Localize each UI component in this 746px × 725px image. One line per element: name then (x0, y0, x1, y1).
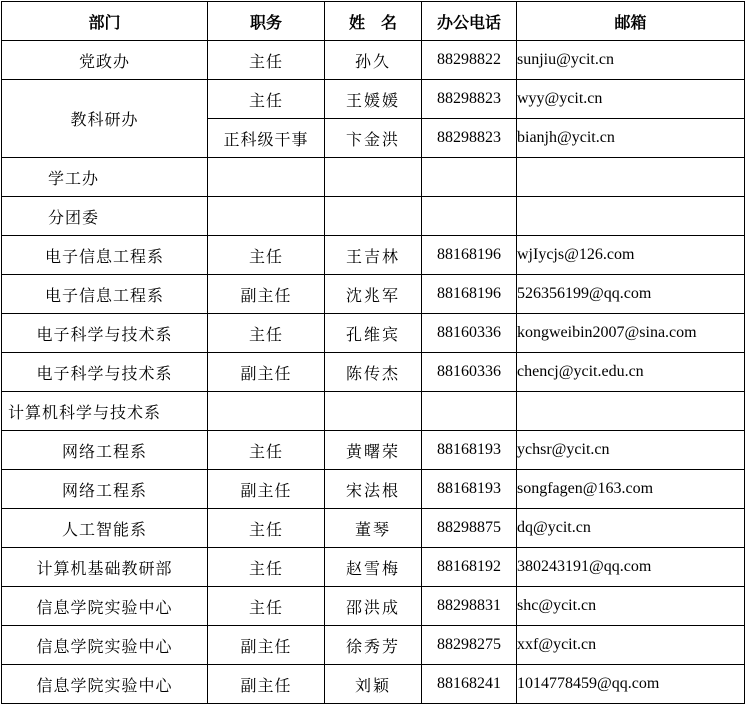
phone-cell: 88168193 (422, 431, 517, 470)
email-cell: dq@ycit.cn (517, 509, 745, 548)
title-cell: 副主任 (208, 275, 325, 314)
dept-cell: 党政办 (2, 41, 208, 80)
name-cell: 宋法根 (325, 470, 422, 509)
table-row (2, 314, 745, 353)
phone-cell: 88298831 (422, 587, 517, 626)
email-cell: 526356199@qq.com (517, 275, 745, 314)
header-row (2, 2, 745, 41)
dept-cell: 电子信息工程系 (2, 236, 208, 275)
dept-cell: 分团委 (2, 197, 208, 236)
table-row (2, 392, 745, 431)
email-cell: kongweibin2007@sina.com (517, 314, 745, 353)
email-cell: songfagen@163.com (517, 470, 745, 509)
title-cell: 主任 (208, 431, 325, 470)
table-row (2, 353, 745, 392)
dept-cell: 网络工程系 (2, 470, 208, 509)
email-cell: ychsr@ycit.cn (517, 431, 745, 470)
name-cell: 赵雪梅 (325, 548, 422, 587)
name-cell: 陈传杰 (325, 353, 422, 392)
title-cell (208, 197, 325, 236)
phone-cell: 88168193 (422, 470, 517, 509)
dept-cell: 网络工程系 (2, 431, 208, 470)
email-cell: bianjh@ycit.cn (517, 119, 745, 158)
name-cell: 邵洪成 (325, 587, 422, 626)
table-row (2, 470, 745, 509)
dept-cell: 教科研办 (2, 80, 208, 158)
dept-cell: 电子科学与技术系 (2, 353, 208, 392)
phone-cell: 88168241 (422, 665, 517, 704)
header-dept: 部门 (2, 2, 208, 41)
name-cell: 孙久 (325, 41, 422, 80)
table-row (2, 158, 745, 197)
phone-cell (422, 158, 517, 197)
title-cell: 主任 (208, 587, 325, 626)
title-cell: 主任 (208, 548, 325, 587)
table-row (2, 80, 745, 119)
table-row (2, 548, 745, 587)
phone-cell: 88298823 (422, 80, 517, 119)
phone-cell (422, 197, 517, 236)
dept-cell: 电子信息工程系 (2, 275, 208, 314)
phone-cell: 88168192 (422, 548, 517, 587)
phone-cell: 88298822 (422, 41, 517, 80)
email-cell (517, 158, 745, 197)
header-title: 职务 (208, 2, 325, 41)
email-cell: wyy@ycit.cn (517, 80, 745, 119)
title-cell: 副主任 (208, 470, 325, 509)
title-cell: 副主任 (208, 665, 325, 704)
email-cell (517, 197, 745, 236)
dept-cell: 信息学院实验中心 (2, 665, 208, 704)
header-phone: 办公电话 (422, 2, 517, 41)
title-cell: 正科级干事 (208, 119, 325, 158)
email-cell (517, 392, 745, 431)
name-cell: 王媛媛 (325, 80, 422, 119)
table-row (2, 626, 745, 665)
name-cell: 沈兆军 (325, 275, 422, 314)
name-cell: 孔维宾 (325, 314, 422, 353)
title-cell: 副主任 (208, 626, 325, 665)
name-cell (325, 392, 422, 431)
email-cell: chencj@ycit.edu.cn (517, 353, 745, 392)
phone-cell (422, 392, 517, 431)
title-cell (208, 392, 325, 431)
header-name: 姓 名 (325, 2, 422, 41)
name-cell: 刘颖 (325, 665, 422, 704)
table-row (2, 587, 745, 626)
table-row (2, 236, 745, 275)
phone-cell: 88168196 (422, 236, 517, 275)
title-cell: 主任 (208, 41, 325, 80)
dept-cell: 电子科学与技术系 (2, 314, 208, 353)
title-cell: 主任 (208, 314, 325, 353)
dept-cell: 计算机基础教研部 (2, 548, 208, 587)
email-cell: wjIycjs@126.com (517, 236, 745, 275)
phone-cell: 88168196 (422, 275, 517, 314)
email-cell: 1014778459@qq.com (517, 665, 745, 704)
phone-cell: 88160336 (422, 314, 517, 353)
name-cell (325, 197, 422, 236)
name-cell: 黄曙荣 (325, 431, 422, 470)
table-row (2, 197, 745, 236)
name-cell: 王吉林 (325, 236, 422, 275)
name-cell: 董琴 (325, 509, 422, 548)
header-email: 邮箱 (517, 2, 745, 41)
dept-cell: 信息学院实验中心 (2, 587, 208, 626)
email-cell: sunjiu@ycit.cn (517, 41, 745, 80)
title-cell: 主任 (208, 509, 325, 548)
email-cell: shc@ycit.cn (517, 587, 745, 626)
phone-cell: 88298875 (422, 509, 517, 548)
phone-cell: 88160336 (422, 353, 517, 392)
email-cell: xxf@ycit.cn (517, 626, 745, 665)
name-cell: 卞金洪 (325, 119, 422, 158)
name-cell (325, 158, 422, 197)
dept-cell: 人工智能系 (2, 509, 208, 548)
table-row (2, 665, 745, 704)
title-cell: 主任 (208, 236, 325, 275)
name-cell: 徐秀芳 (325, 626, 422, 665)
title-cell: 主任 (208, 80, 325, 119)
contact-table (1, 1, 745, 704)
phone-cell: 88298275 (422, 626, 517, 665)
dept-cell: 计算机科学与技术系 (2, 392, 208, 431)
table-row (2, 41, 745, 80)
phone-cell: 88298823 (422, 119, 517, 158)
title-cell: 副主任 (208, 353, 325, 392)
table-row (2, 275, 745, 314)
title-cell (208, 158, 325, 197)
table-row (2, 509, 745, 548)
dept-cell: 学工办 (2, 158, 208, 197)
email-cell: 380243191@qq.com (517, 548, 745, 587)
table-row (2, 431, 745, 470)
dept-cell: 信息学院实验中心 (2, 626, 208, 665)
